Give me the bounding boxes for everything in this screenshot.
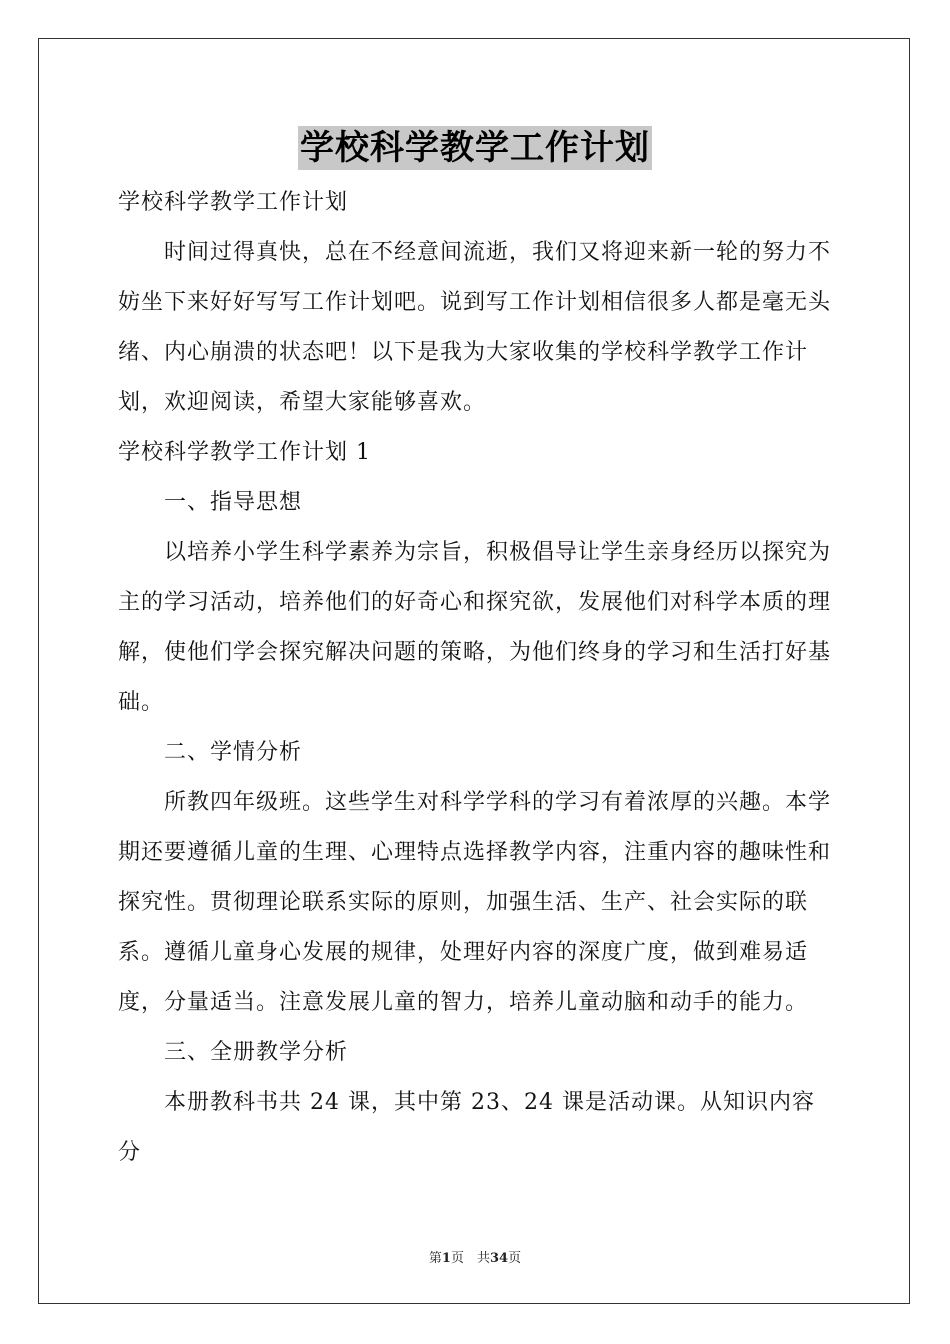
document-title: 学校科学教学工作计划 <box>300 128 650 168</box>
page-suffix: 页 <box>508 1251 522 1266</box>
paragraph: 所教四年级班。这些学生对科学学科的学习有着浓厚的兴趣。本学期还要遵循儿童的生理、心理特点选择教学内容，注重内容的趣味性和探究性。贯彻理论联系实际的原则，加强生活、生产、社会实际的联系。遵循儿童身心发展的规律，处理好内容的深度广度，做到难易适度，分量适当。注意发展儿童的智力，培养儿童动脑和动手的能力。 <box>118 790 832 1015</box>
title-area <box>0 126 950 170</box>
page-footer <box>0 1247 950 1266</box>
paragraph: 本册教科书共 24 课，其中第 23、24 课是活动课。从知识内容分 <box>118 1090 815 1165</box>
page-total: 34 <box>489 1251 509 1266</box>
page-prefix: 第 <box>428 1251 442 1266</box>
paragraph: 二、学情分析 <box>164 740 303 765</box>
paragraph: 学校科学教学工作计划 <box>118 190 349 215</box>
paragraph: 以培养小学生科学素养为宗旨，积极倡导让学生亲身经历以探究为主的学习活动，培养他们的好奇心和探究欲，发展他们对科学本质的理解，使他们学会探究解决问题的策略，为他们终身的学习和生活打好基础。 <box>118 540 832 715</box>
page-mid: 页 共 <box>450 1251 490 1266</box>
paragraph: 三、全册教学分析 <box>164 1040 349 1065</box>
paragraph: 时间过得真快，总在不经意间流逝，我们又将迎来新一轮的努力不妨坐下来好好写写工作计划吧。说到写工作计划相信很多人都是毫无头绪、内心崩溃的状态吧！以下是我为大家收集的学校科学教学工作计划，欢迎阅读，希望大家能够喜欢。 <box>118 240 832 415</box>
document-body <box>118 178 834 1178</box>
paragraph: 学校科学教学工作计划 1 <box>118 440 371 465</box>
paragraph: 一、指导思想 <box>164 490 303 515</box>
page-current: 1 <box>441 1251 451 1266</box>
